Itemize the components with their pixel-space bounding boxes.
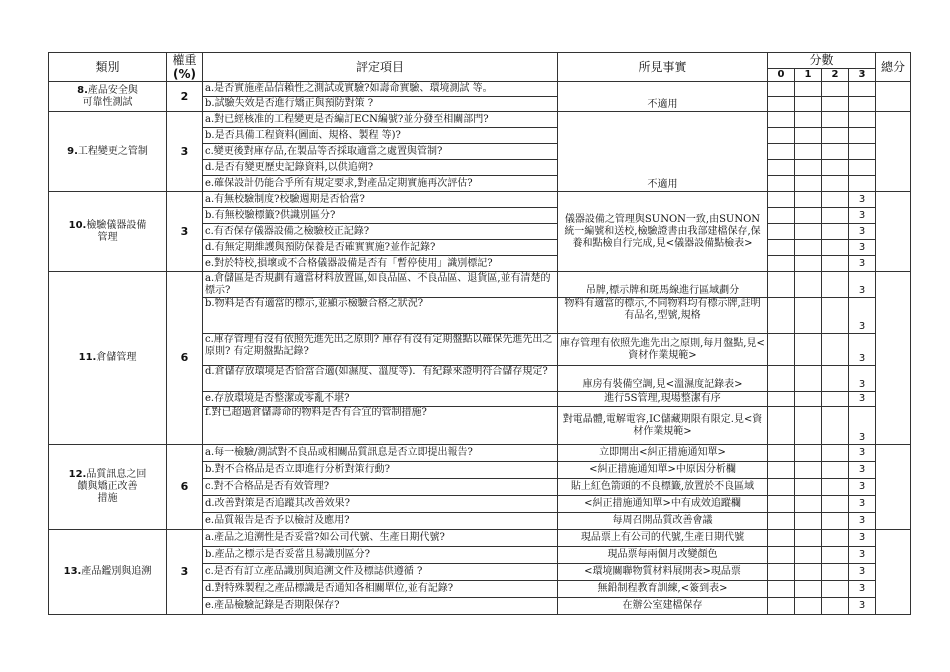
score-10b: 3 [849,208,876,224]
section-11-category: 11.倉儲管理 [49,272,167,445]
total-8 [876,82,911,112]
score-10c: 3 [849,224,876,240]
table-row [49,272,911,298]
score-col-0: 0 [768,68,795,81]
score-11f: 3 [849,407,876,445]
item-11c: c.庫存管理有沒有依照先進先出之原則? 庫存有沒有定期盤點以確保先進先出之原則? 有定期盤點記錄? [203,334,558,366]
total-9 [876,112,911,192]
section-9-weight: 3 [167,112,203,192]
fact-11b: 物料有適當的標示,不同物料均有標示牌,註明有品名,型號,規格 [558,298,768,334]
section-9-category: 9.工程變更之管制 [49,112,167,192]
item-11a: a.倉儲區是否規劃有適當材料放置區,如良品區、不良品區、退貨區,並有清楚的標示? [203,272,558,298]
score-13e: 3 [849,598,876,615]
fact-11a: 吊牌,標示牌和斑馬線進行區域劃分 [558,272,768,298]
score-col-2: 2 [822,68,849,81]
fact-8: 不適用 [558,82,768,112]
header-weight [167,53,203,82]
fact-10: 儀器設備之管理與SUNON一致,由SUNON統一編號和送校,檢驗證書由我部建檔保存,保養和點檢自行完成,見<儀器設備點檢表> [558,192,768,272]
fact-13b: 現品票每兩個月改變顏色 [558,547,768,564]
score-12e: 3 [849,513,876,530]
header-row [49,53,911,69]
header-category: 類別 [49,53,167,82]
fact-12c: 貼上紅色箭頭的不良標籤,放置於不良區域 [558,479,768,496]
table-row [49,530,911,547]
fact-13e: 在辦公室建檔保存 [558,598,768,615]
fact-12a: 立即開出<糾正措施通知單> [558,445,768,462]
item-11d: d.倉儲存放環境是否恰當合適(如濕度、溫度等)．有紀錄來證明符合儲存規定? [203,366,558,392]
header-items: 評定項目 [203,53,558,82]
header-score: 分數 [768,53,876,69]
score-10d: 3 [849,240,876,256]
score-11c: 3 [849,334,876,366]
item-13a: a.產品之追溯性是否妥當?如公司代號、生產日期代號? [203,530,558,547]
section-8-category: 8.產品安全與 可靠性測試 [49,82,167,112]
item-11f: f.對已超過倉儲壽命的物料是否有合宜的管制措施? [203,407,558,445]
fact-13a: 現品票上有公司的代號,生產日期代號 [558,530,768,547]
score-12a: 3 [849,445,876,462]
score-12b: 3 [849,462,876,479]
total-13 [876,530,911,615]
score-11a: 3 [849,272,876,298]
header-weight-unit: (%) [173,67,196,81]
item-8b: b.試驗失效是否進行矯正與預防對策 ? [203,97,558,112]
score-11b: 3 [849,298,876,334]
score-11d: 3 [849,366,876,392]
item-9a: a.對已經核准的工程變更是否編訂ECN編號?並分發至相關部門? [203,112,558,128]
score-col-1: 1 [795,68,822,81]
item-10e: e.對於特校,損壞或不合格儀器設備是否有「暫停使用」識別標記? [203,256,558,272]
item-9d: d.是否有變更歷史記錄資料,以供追朔? [203,160,558,176]
score-col-3: 3 [849,68,876,81]
total-12 [876,445,911,530]
item-9c: c.變更後對庫存品,在製品等否採取適當之處置與管制? [203,144,558,160]
table-row [49,112,911,128]
item-11e: e.存放環境是否整潔或零亂不堪? [203,392,558,407]
item-13d: d.對特殊製程之產品標識是否通知各相關單位,並有記錄? [203,581,558,598]
item-10a: a.有無校驗制度?校驗週期是否恰當? [203,192,558,208]
item-10c: c.有否保存儀器設備之檢驗校正記錄? [203,224,558,240]
audit-table [48,52,911,615]
item-8a: a.是否實施產品信賴性之測試或實驗?如壽命實驗、環境測試 等。 [203,82,558,97]
section-12-weight: 6 [167,445,203,530]
score-12d: 3 [849,496,876,513]
fact-12b: <糾正措施通知單>中原因分析欄 [558,462,768,479]
section-13-weight: 3 [167,530,203,615]
item-12e: e.品質報告是否予以檢討及應用? [203,513,558,530]
fact-11c: 庫存管理有依照先進先出之原則,每月盤點,見<資材作業規範> [558,334,768,366]
fact-11d: 庫房有裝備空調,見<溫濕度記錄表> [558,366,768,392]
score-10e: 3 [849,256,876,272]
item-13e: e.產品檢驗記錄是否期限保存? [203,598,558,615]
fact-13d: 無鉛制程教育訓練,<簽到表> [558,581,768,598]
score-13d: 3 [849,581,876,598]
header-weight-label: 權重 [172,53,197,67]
score-12c: 3 [849,479,876,496]
item-12c: c.對不合格品是否有效管理? [203,479,558,496]
item-12d: d.改善對策是否追蹤其改善效果? [203,496,558,513]
item-10d: d.有無定期維護與預防保養是否確實實施?並作記錄? [203,240,558,256]
section-8-weight: 2 [167,82,203,112]
score-13c: 3 [849,564,876,581]
header-total: 總分 [876,53,911,82]
section-13-category: 13.產品鑑別與追溯 [49,530,167,615]
total-10 [876,192,911,272]
item-13c: c.是否有訂立產品識別與追溯文件及標誌供遵循 ? [203,564,558,581]
header-facts: 所見事實 [558,53,768,82]
score-11e: 3 [849,392,876,407]
fact-12d: <糾正措施通知單>中有成效追蹤欄 [558,496,768,513]
evaluation-sheet [48,52,910,615]
score-10a: 3 [849,192,876,208]
item-12b: b.對不合格品是否立即進行分析對策行動? [203,462,558,479]
section-11-weight: 6 [167,272,203,445]
item-13b: b.產品之標示是否妥當且易識別區分? [203,547,558,564]
fact-12e: 每周召開品質改善會議 [558,513,768,530]
fact-11f: 對電晶體,電解電容,IC儲藏期限有限定.見<資材作業規範> [558,407,768,445]
table-row [49,82,911,97]
table-row [49,192,911,208]
fact-11e: 進行5S管理,現場整潔有序 [558,392,768,407]
table-row [49,445,911,462]
score-13a: 3 [849,530,876,547]
item-11b: b.物料是否有適當的標示,並顯示檢驗合格之狀況? [203,298,558,334]
score-13b: 3 [849,547,876,564]
total-11 [876,272,911,445]
fact-9: 不適用 [558,112,768,192]
section-10-weight: 3 [167,192,203,272]
item-9e: e.確保設計仍能合乎所有規定要求,對產品定期實施再次評估? [203,176,558,192]
item-10b: b.有無校驗標籤?供識別區分? [203,208,558,224]
item-12a: a.每一檢驗/測試對不良品或相關品質訊息是否立即提出報告? [203,445,558,462]
section-12-category: 12.品質訊息之回 饋與矯正改善 措施 [49,445,167,530]
fact-13c: <環境關聯物質材料展開表>現品票 [558,564,768,581]
section-10-category: 10.檢驗儀器設備 管理 [49,192,167,272]
item-9b: b.是否具備工程資料(圖面、規格、製程 等)? [203,128,558,144]
